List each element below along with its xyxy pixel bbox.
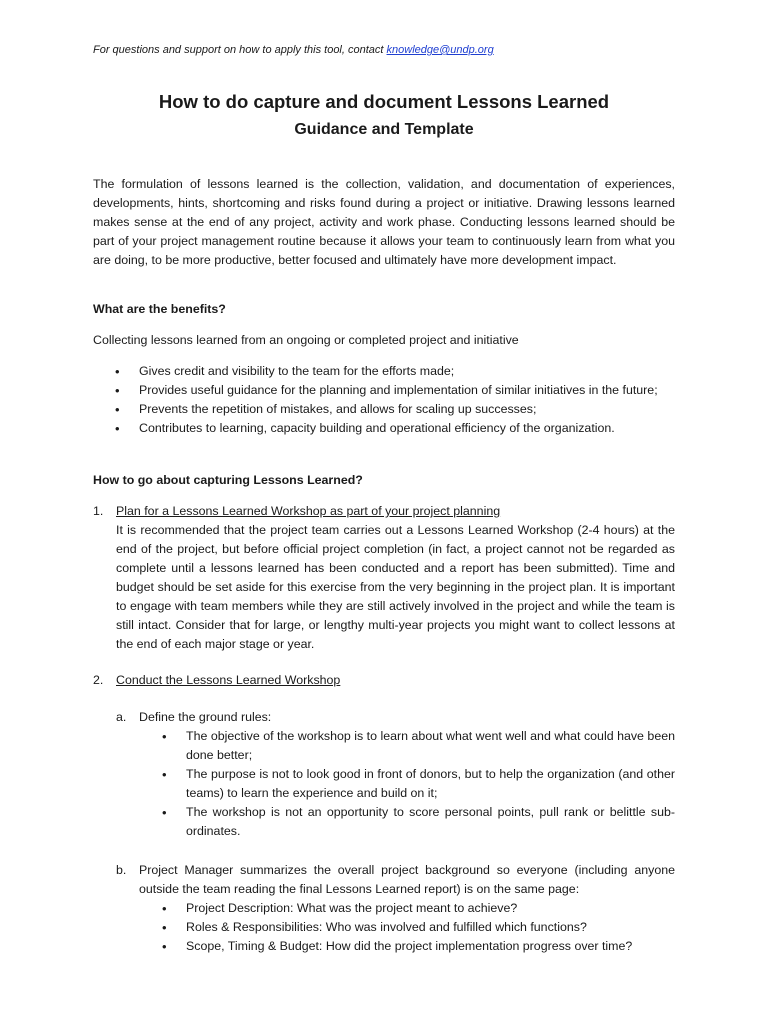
step-2-title: [116, 671, 675, 690]
step-1-body: It is recommended that the project team carries out a Lessons Learned Workshop (2-4 hours) at the end of the project, but before official project completion (in fact, a project cannot not be regarded as complete until a lessons learned has been conducted and a report has been submitted). Time and budget should be set aside for this exercise from the very beginning in the project plan. It is important to engage with team members while they are still actively involved in the project and while the team is still intact. Consider that for large, or lengthy multi-year projects you might want to collect lessons at the end of each major stage or year.: [116, 523, 675, 651]
support-note: [93, 43, 494, 57]
list-item: • Roles & Responsibilities: Who was involved and fulfilled which functions?: [186, 918, 675, 937]
support-email-link[interactable]: knowledge@undp.org: [386, 44, 494, 56]
howto-heading: How to go about capturing Lessons Learned?: [93, 473, 363, 487]
step-2-title-text: Conduct the Lessons Learned Workshop: [116, 673, 341, 687]
page-title: How to do capture and document Lessons Learned: [158, 91, 610, 112]
project-background-list: [186, 899, 675, 956]
intro-paragraph: The formulation of lessons learned is the collection, validation, and documentation of experiences, developments, hints, shortcoming and risks found during a project or initiative. Drawing lessons learned makes sense at the end of any project, activity and work phase. Conducting lessons learned should be part of your project management routine because it allows your team to continuously learn from what you are doing, to be more productive, better focused and ultimately have more development impact.: [93, 177, 675, 267]
benefits-lead: Collecting lessons learned from an ongoing or completed project and initiative: [93, 333, 519, 347]
page-subtitle: Guidance and Template: [294, 121, 474, 138]
step-2-number: 2.: [93, 673, 104, 687]
list-item: • Contributes to learning, capacity building and operational efficiency of the organization.: [139, 419, 675, 438]
step-2a-letter: a.: [116, 710, 127, 724]
list-item: • Scope, Timing & Budget: How did the project implementation progress over time?: [186, 937, 675, 956]
list-item: • Provides useful guidance for the planning and implementation of similar initiatives in the future;: [139, 381, 675, 400]
list-item: • Project Description: What was the project meant to achieve?: [186, 899, 675, 918]
step-2b-text: Project Manager summarizes the overall project background so everyone (including anyone outside the team reading the final Lessons Learned report) is on the same page:: [139, 863, 675, 896]
list-item: • The purpose is not to look good in front of donors, but to help the organization (and other teams) to learn the experience and build on it;: [186, 765, 675, 803]
support-text: For questions and support on how to apply this tool, contact: [93, 44, 387, 56]
list-item: • Gives credit and visibility to the team for the efforts made;: [139, 362, 675, 381]
step-1: [116, 502, 675, 654]
list-item: • The objective of the workshop is to learn about what went well and what could have been done better;: [186, 727, 675, 765]
benefits-list: [139, 362, 675, 438]
benefits-heading: What are the benefits?: [93, 302, 226, 316]
list-item: • The workshop is not an opportunity to score personal points, pull rank or belittle sub-ordinates.: [186, 803, 675, 841]
ground-rules-list: [186, 727, 675, 841]
list-item: • Prevents the repetition of mistakes, and allows for scaling up successes;: [139, 400, 675, 419]
step-2a-text: Define the ground rules:: [139, 710, 272, 724]
step-1-title: Plan for a Lessons Learned Workshop as part of your project planning: [116, 504, 501, 518]
step-1-number: 1.: [93, 504, 104, 518]
step-2b-letter: b.: [116, 863, 127, 877]
